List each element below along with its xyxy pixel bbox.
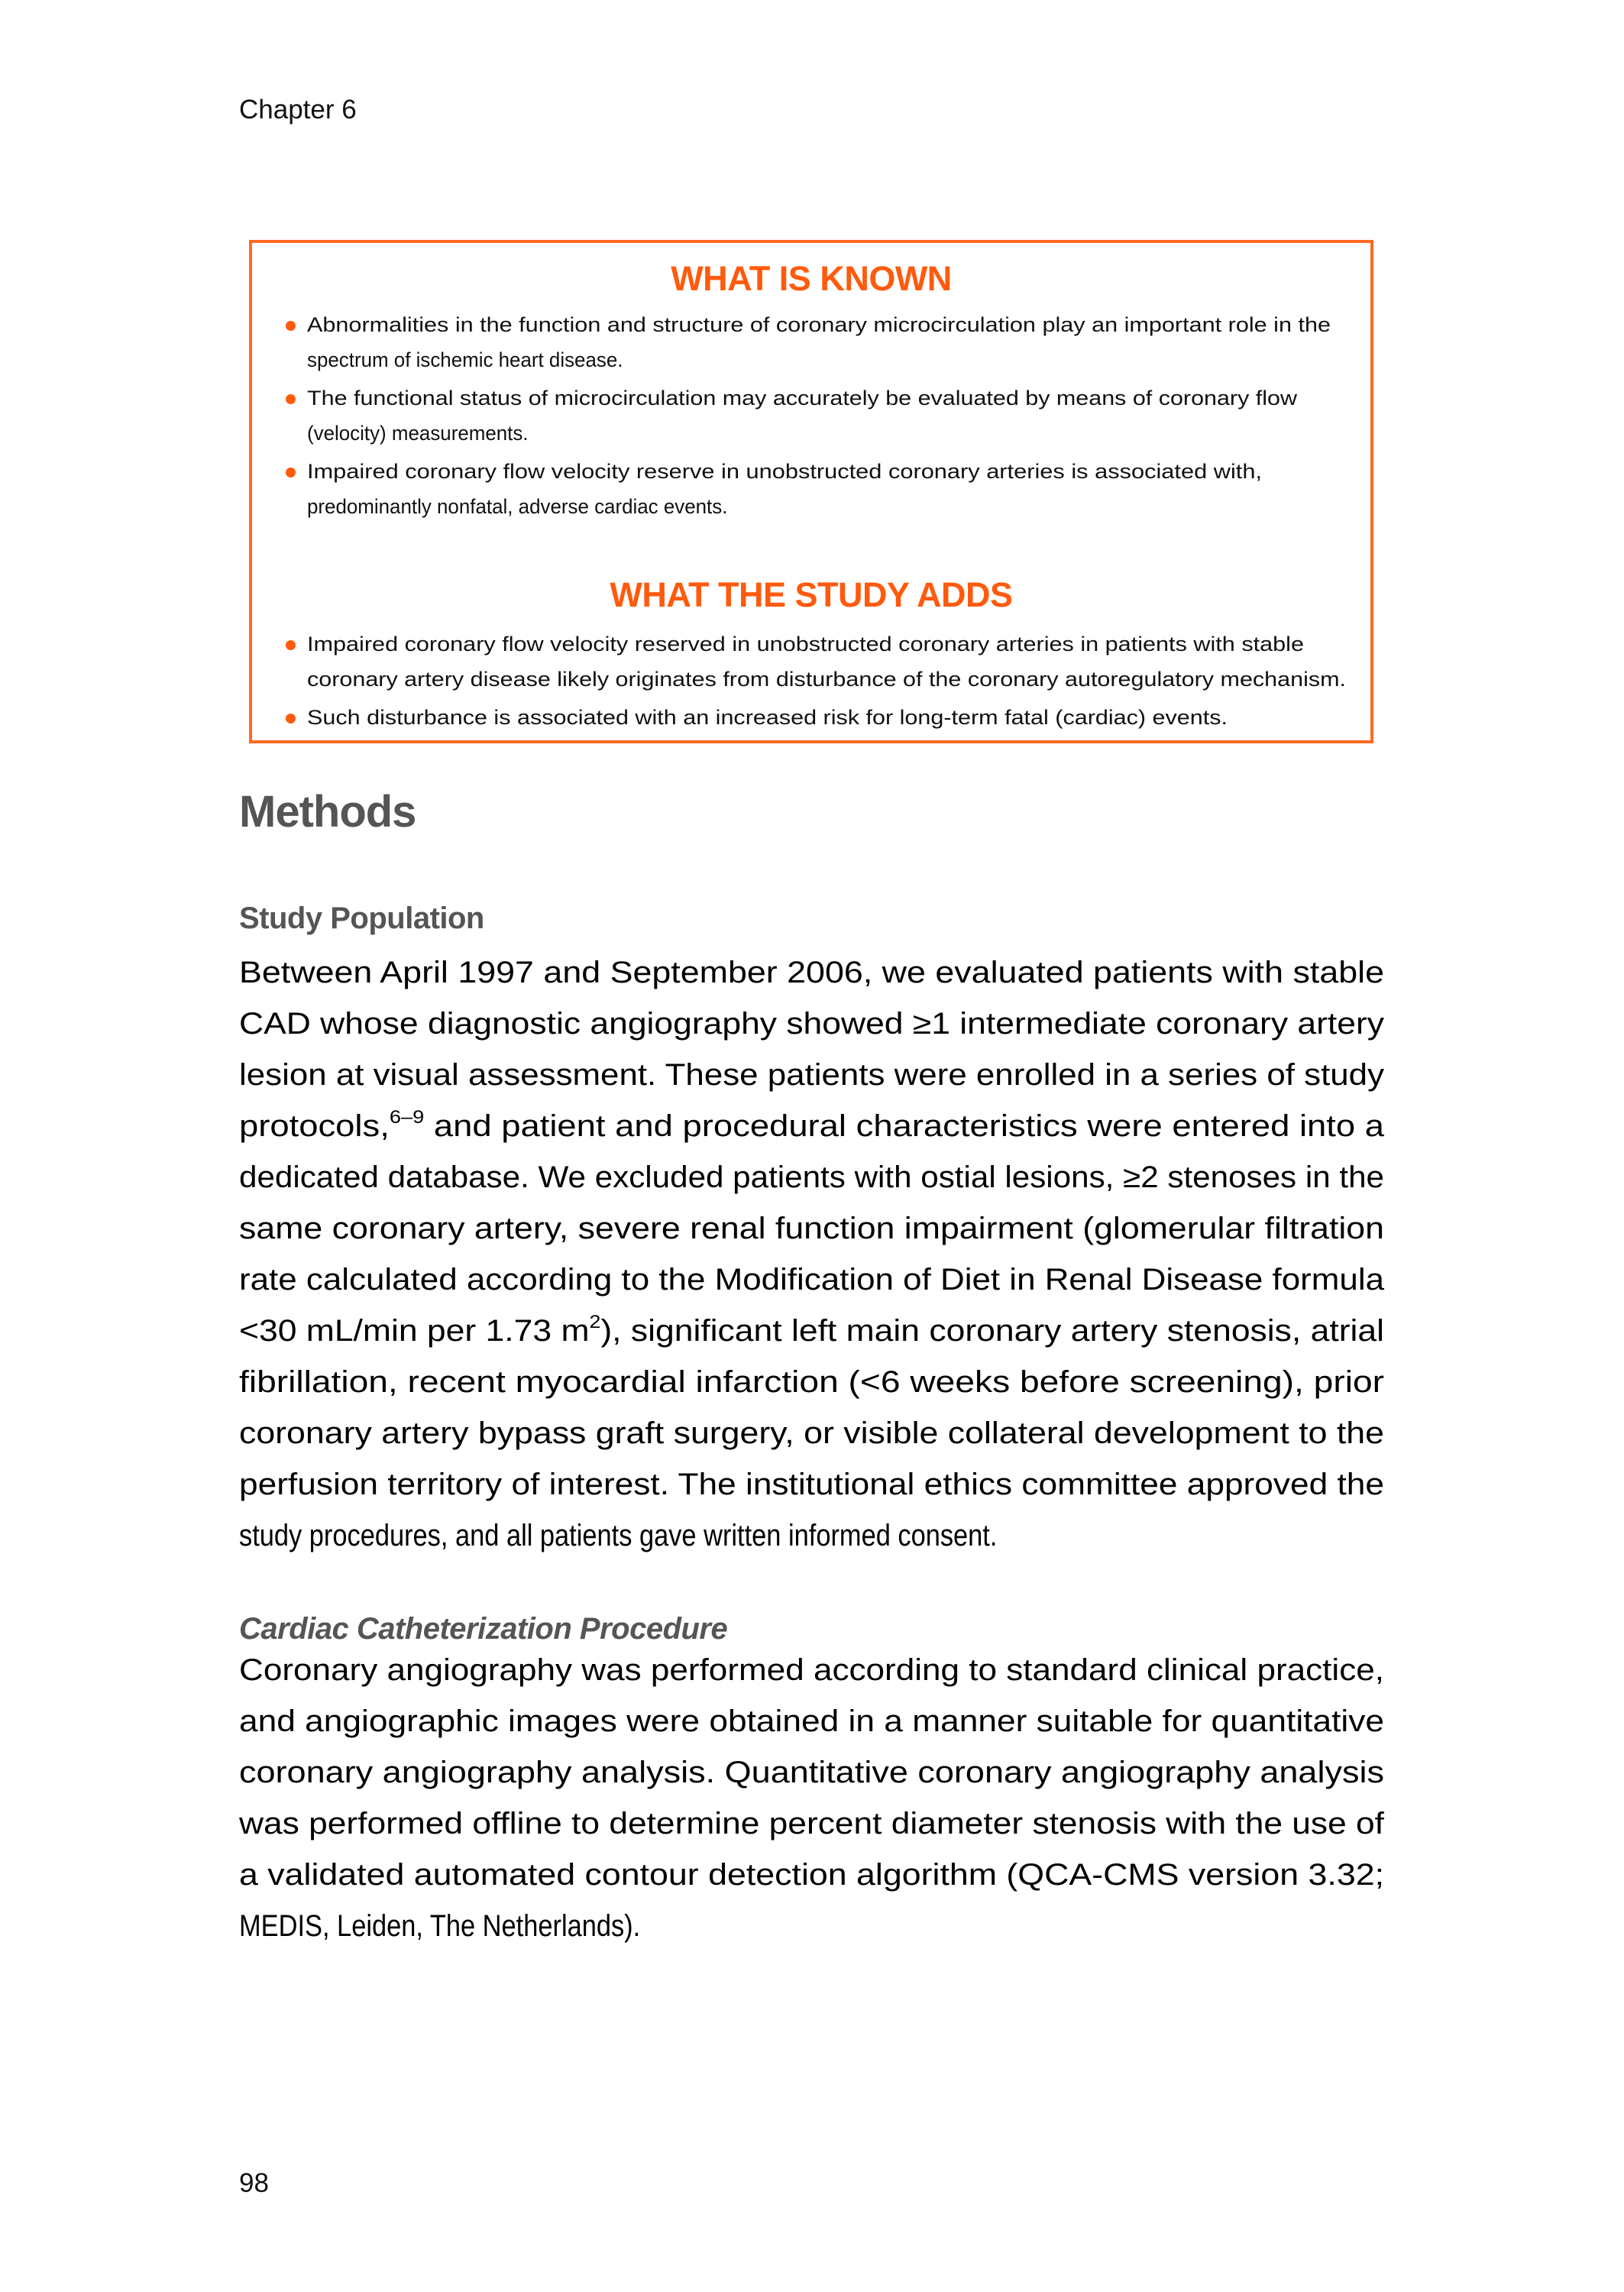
list-item-line: (velocity) measurements. [307,422,529,445]
text-line: and angiographic images were obtained in a manner suitable for quantitative [239,1704,1384,1738]
what-is-known-heading: WHAT IS KNOWN [671,259,952,298]
subsection-heading-cardiac-catheterization: Cardiac Catheterization Procedure [239,1612,728,1646]
text-line: lesion at visual assessment. These patients were enrolled in a series of study [239,1058,1384,1092]
text-line: was performed offline to determine percent diameter stenosis with the use of [239,1807,1384,1840]
bullet-icon [286,468,296,478]
text-line: same coronary artery, severe renal function impairment (glomerular filtration [239,1212,1385,1245]
list-item-line: spectrum of ischemic heart disease. [307,348,623,371]
text-line: MEDIS, Leiden, The Netherlands). [239,1909,641,1943]
subsection-heading-study-population: Study Population [239,902,484,935]
text-line: protocols,$^{6-9}$ and patient and procedural characteristics were entered into a [239,1107,1384,1143]
what-is-known-list [252,307,1370,524]
text-line: perfusion territory of interest. The institutional ethics committee approved the [239,1468,1384,1501]
what-the-study-adds-list [252,626,1370,735]
list-item-line: Impaired coronary flow velocity reserve in unobstructed coronary arteries is associated with, [307,460,1262,483]
text-line: study procedures, and all patients gave written informed consent. [239,1519,998,1552]
cardiac-catheterization-paragraph [239,1645,1384,1952]
bullet-icon [286,714,296,724]
list-item-line: Impaired coronary flow velocity reserved in unobstructed coronary arteries in patients with stable [307,633,1304,656]
list-item-line: predominantly nonfatal, adverse cardiac events. [307,495,728,518]
bullet-icon [286,394,296,404]
text-line: <30 mL/min per 1.73 $m^2$), significant left main coronary artery stenosis, atrial [239,1312,1384,1348]
list-item [252,380,1370,451]
list-item-line: Such disturbance is associated with an increased risk for long-term fatal (cardiac) events. [307,706,1228,729]
text-line: a validated automated contour detection algorithm (QCA-CMS version 3.32; [239,1858,1385,1892]
citation-superscript: 6–9 [389,1107,425,1128]
list-item [252,700,1370,735]
text-line: fibrillation, recent myocardial infarction (<6 weeks before screening), prior [239,1365,1384,1399]
what-the-study-adds-heading: WHAT THE STUDY ADDS [610,575,1013,614]
section-heading-methods: Methods [239,787,416,837]
list-item-line: Abnormalities in the function and structure of coronary microcirculation play an important role in the [307,313,1331,336]
text-line: rate calculated according to the Modification of Diet in Renal Disease formula [239,1263,1384,1297]
list-item [252,454,1370,524]
citation-superscript: 2 [589,1312,601,1333]
text-line: dedicated database. We excluded patients with ostial lesions, ≥2 stenoses in the [239,1161,1384,1194]
key-points-box [249,240,1373,743]
page-number: 98 [239,2168,269,2198]
text-line: Between April 1997 and September 2006, we evaluated patients with stable [239,956,1384,989]
list-item [252,626,1370,697]
list-item-line: coronary artery disease likely originates from disturbance of the coronary autoregulatory mechanism. [307,668,1346,691]
bullet-icon [286,321,296,331]
study-population-paragraph [239,947,1384,1562]
text-line: coronary artery bypass graft surgery, or visible collateral development to the [239,1416,1384,1450]
text-line: CAD whose diagnostic angiography showed ≥1 intermediate coronary artery [239,1007,1384,1041]
bullet-icon [286,640,296,650]
list-item-line: The functional status of microcirculation may accurately be evaluated by means of coronary flow [307,387,1297,410]
list-item [252,307,1370,377]
running-head: Chapter 6 [239,95,357,125]
text-line: coronary angiography analysis. Quantitative coronary angiography analysis [239,1756,1384,1789]
text-line: Coronary angiography was performed according to standard clinical practice, [239,1653,1384,1687]
